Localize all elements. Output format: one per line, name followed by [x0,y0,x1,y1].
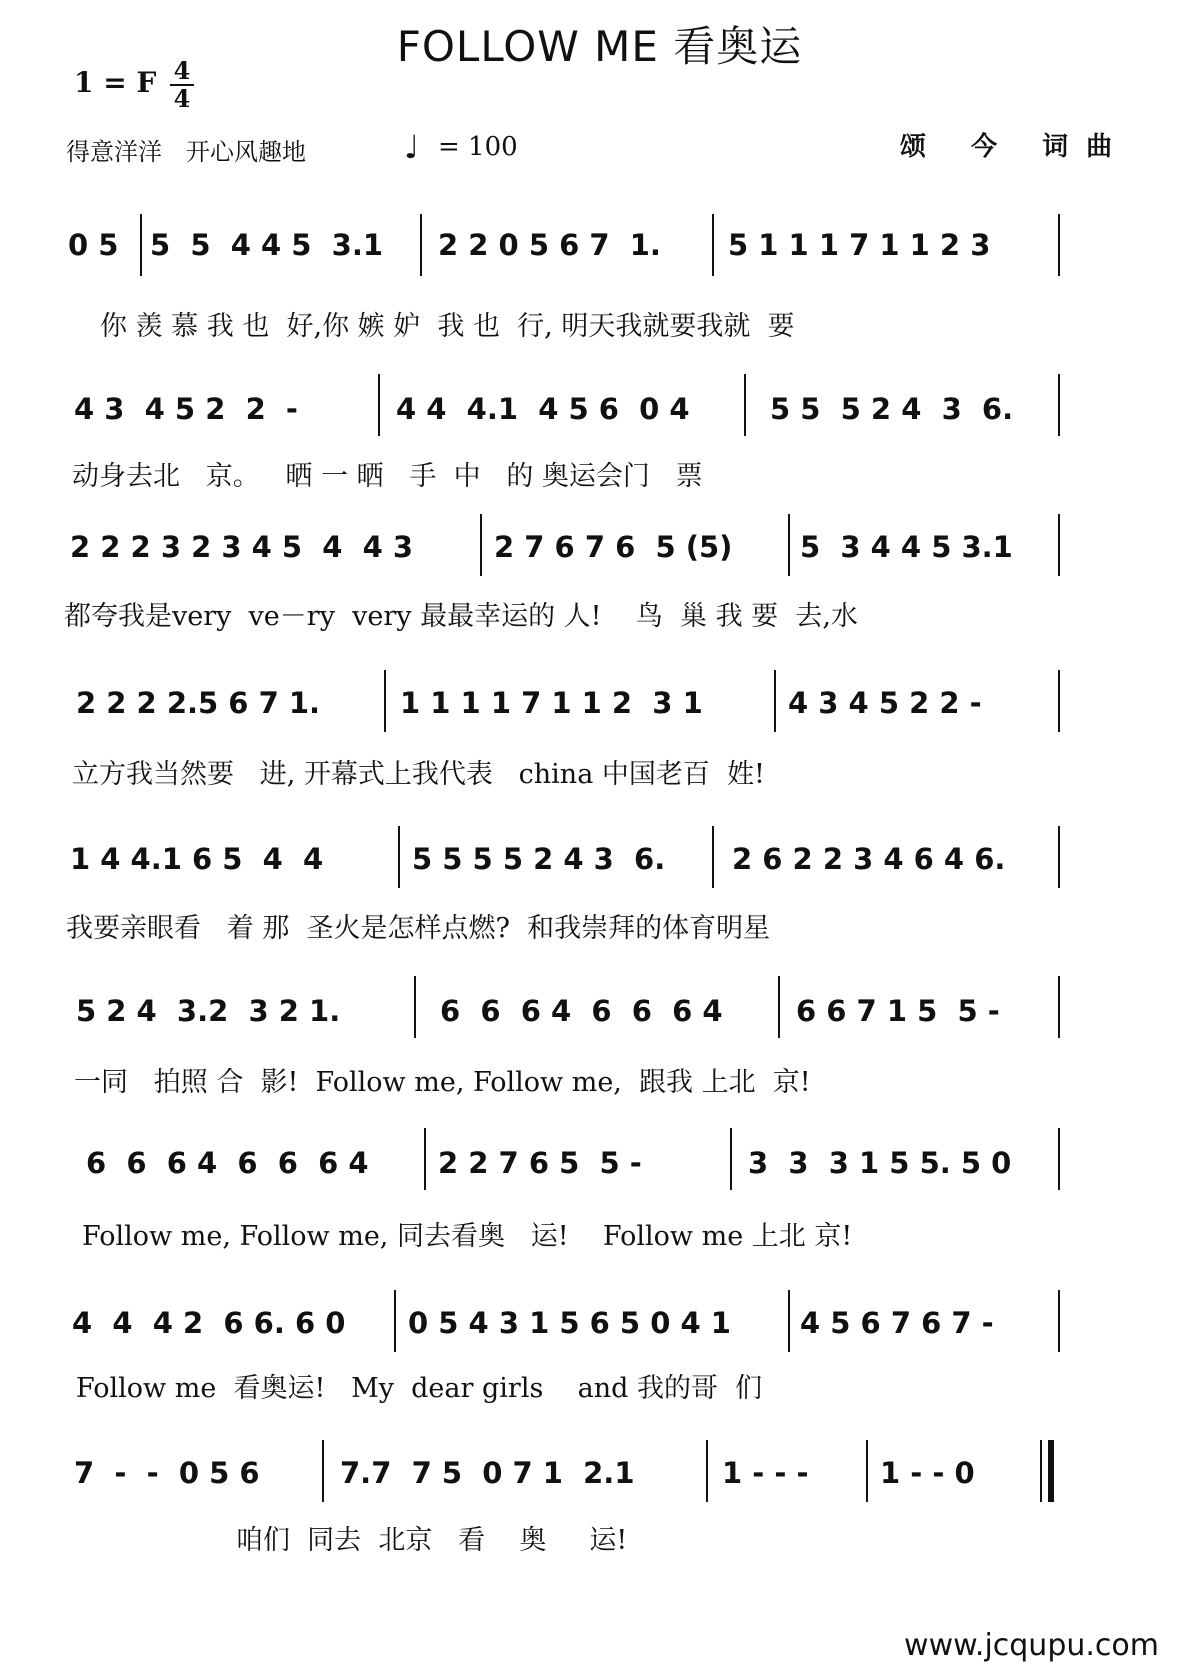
barline [774,670,776,732]
lyric-line: 咱们 同去 北京 看 奥 运! [236,1525,628,1556]
credit: 颂 今 词曲 [900,132,1131,162]
barline [730,1128,732,1190]
measure: 0 5 4 3 1 5 6 5 0 4 1 [408,1306,731,1340]
measure: 2 2 0 5 6 7 1. [438,228,661,262]
barline [706,1440,708,1502]
expression-mark: 得意洋洋 开心风趣地 [66,138,306,166]
lyric-line: Follow me 看奥运! My dear girls and 我的哥 们 [76,1373,763,1404]
lyric-line: Follow me, Follow me, 同去看奥 运! Follow me 上北 京! [82,1221,853,1252]
measure: 1 - - - [722,1456,809,1490]
measure: 4 4 4 2 6 6. 6 0 [72,1306,346,1340]
barline [866,1440,868,1502]
measure: 5 5 5 2 4 3 6. [770,392,1014,426]
barline [384,670,386,732]
measure: 7.7 7 5 0 7 1 2.1 [340,1456,635,1490]
barline [712,826,714,888]
barline [480,514,482,576]
measure: 4 5 6 7 6 7 - [800,1306,994,1340]
measure: 7 - - 0 5 6 [74,1456,260,1490]
barline [788,514,790,576]
measure: 2 2 2 2.5 6 7 1. [76,686,321,720]
lyric-line: 你 羡 慕 我 也 好,你 嫉 妒 我 也 行, 明天我就要我就 要 [100,311,795,342]
final-barline-thick [1048,1440,1054,1502]
barline [1058,670,1060,732]
measure: 5 1 1 1 7 1 1 2 3 [728,228,991,262]
barline [1058,1290,1060,1352]
barline [1058,1128,1060,1190]
measure: 6 6 6 4 6 6 6 4 [86,1146,369,1180]
page-title: FOLLOW ME 看奥运 [396,22,803,71]
barline [1058,514,1060,576]
lyric-line: 我要亲眼看 着 那 圣火是怎样点燃? 和我崇拜的体育明星 [66,913,771,944]
barline [414,976,416,1038]
measure: 5 5 5 5 2 4 3 6. [412,842,666,876]
measure: 4 4 4.1 4 5 6 0 4 [396,392,690,426]
measure: 5 3 4 4 5 3.1 [800,530,1013,564]
quarter-note-icon: ♩ [404,128,420,166]
barline [1058,374,1060,436]
measure: 2 7 6 7 6 5 (5) [494,530,733,564]
barline [394,1290,396,1352]
barline [424,1128,426,1190]
barline [778,976,780,1038]
time-signature [168,58,196,112]
key-signature: 1 = F [74,66,157,99]
measure: 6 6 6 4 6 6 6 4 [440,994,723,1028]
measure: 5 5 4 4 5 3.1 [150,228,384,262]
barline [398,826,400,888]
tempo-value: = 100 [438,132,518,162]
final-barline-thin [1040,1440,1042,1502]
lyric-line: 都夸我是very ve－ry very 最最幸运的 人! 鸟 巢 我 要 去,水 [64,601,858,632]
measure: 3 3 3 1 5 5. 5 0 [748,1146,1012,1180]
lyric-line: 一同 拍照 合 影! Follow me, Follow me, 跟我 上北 京! [74,1067,811,1098]
lyric-line: 立方我当然要 进, 开幕式上我代表 china 中国老百 姓! [72,759,765,790]
measure: 2 2 7 6 5 5 - [438,1146,642,1180]
barline [140,214,142,276]
time-top: 4 [173,56,191,85]
measure: 0 5 [68,228,119,262]
barline [712,214,714,276]
measure: 5 2 4 3.2 3 2 1. [76,994,341,1028]
barline [378,374,380,436]
barline [1058,976,1060,1038]
measure: 4 3 4 5 2 2 - [788,686,982,720]
measure: 1 1 1 1 7 1 1 2 3 1 [400,686,703,720]
barline [788,1290,790,1352]
lyric-line: 动身去北 京。 晒 一 晒 手 中 的 奥运会门 票 [72,461,703,492]
measure: 2 6 2 2 3 4 6 4 6. [732,842,1006,876]
barline [322,1440,324,1502]
barline [420,214,422,276]
measure: 6 6 7 1 5 5 - [796,994,1000,1028]
measure: 2 2 2 3 2 3 4 5 4 4 3 [70,530,414,564]
watermark: www.jcqupu.com [904,1628,1159,1663]
time-bottom: 4 [173,84,191,113]
measure: 1 - - 0 [880,1456,975,1490]
measure: 1 4 4.1 6 5 4 4 [70,842,324,876]
measure: 4 3 4 5 2 2 - [74,392,298,426]
barline [1058,826,1060,888]
barline [744,374,746,436]
barline [1058,214,1060,276]
